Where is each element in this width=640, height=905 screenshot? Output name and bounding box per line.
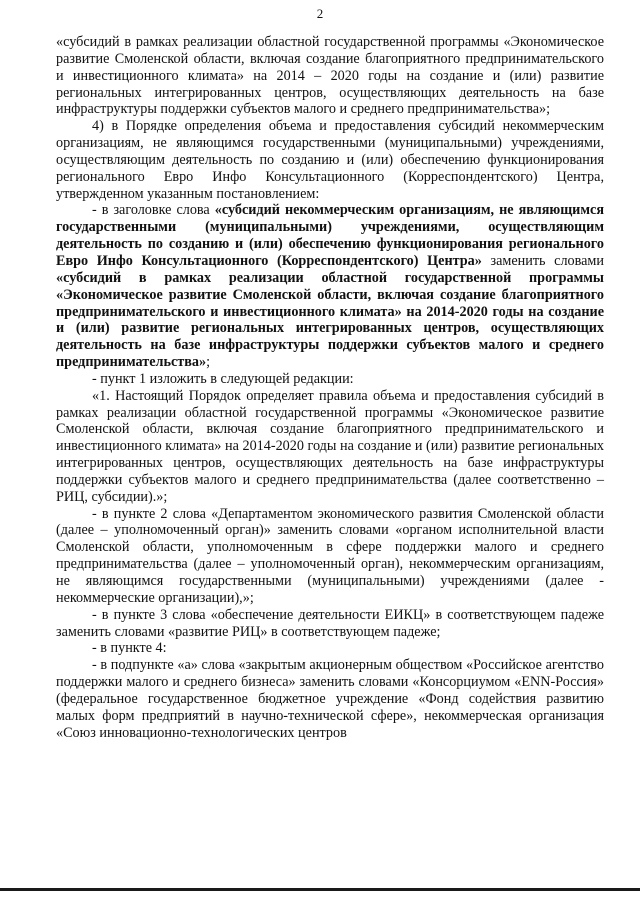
amendment-lead: - в заголовке слова [92, 202, 215, 219]
paragraph: «1. Настоящий Порядок определяет правила объема и предоставления субсидий в рамках реализации областной государственной программы «Экономическое развитие Смоленской области, включая создание благоприятного предпринимательского и инвестиционного климата» на 2014-2020 годы на создание и (или) развитие региональных интегрированных центров, осуществляющих деятельность на базе инфраструктуры поддержки субъектов малого и среднего предпринимательства (далее соответственно – РИЦ, субсидии).»; [56, 387, 604, 505]
paragraph: - в пункте 3 слова «обеспечение деятельности ЕИКЦ» в соответствующем падеже заменить словами «развитие РИЦ» в соответствующем падеже; [56, 606, 604, 640]
paragraph: - в подпункте «а» слова «закрытым акционерным обществом «Российское агентство поддержки малого и среднего бизнеса» заменить словами «Консорциумом «ENN-Россия» (федеральное государственное бюджетное учреждение «Фонд содействия развитию малых форм предприятий в научно-технической сфере», некоммерческая организация «Союз инновационно-технологических центров [56, 657, 604, 741]
paragraph: - пункт 1 изложить в следующей редакции: [92, 370, 354, 387]
paragraph-amendment-title [56, 202, 604, 370]
page-number: 2 [316, 6, 324, 21]
amendment-tail: ; [206, 354, 211, 371]
amendment-mid: заменить словами [481, 252, 604, 269]
amendment-new-text: «субсидий в рамках реализации областной государственной программы «Экономическое развитие Смоленской области, включая создание благоприятного предпринимательского и инвестиционного климата» на 2014-2020 годы на создание и (или) развитие региональных интегрированных центров, осуществляющих деятельность на базе инфраструктуры поддержки субъектов малого и среднего предпринимательства» [56, 269, 604, 371]
page-bottom-rule [0, 888, 640, 891]
paragraph: - в пункте 2 слова «Департаментом экономического развития Смоленской области (далее – уполномоченный орган)» заменить словами «органом исполнительной власти Смоленской области, уполномоченным в сфере поддержки малого и среднего предпринимательства (далее – уполномоченный орган), некоммерческим организациям, не являющимся государственными (муниципальными) учреждениями (далее - некоммерческие организации),»; [56, 505, 604, 606]
paragraph: - в пункте 4: [92, 640, 167, 657]
paragraph: «субсидий в рамках реализации областной государственной программы «Экономическое развитие Смоленской области, включая создание благоприятного предпринимательского и инвестиционного климата» на 2014 – 2020 годы на создание и (или) развитие региональных интегрированных центров, осуществляющих деятельность на базе инфраструктуры поддержки субъектов малого и среднего предпринимательства»; [56, 34, 604, 118]
paragraph: 4) в Порядке определения объема и предоставления субсидий некоммерческим организациям, не являющимся государственными (муниципальными) учреждениями, осуществляющим деятельность по созданию и (или) обеспечению функционирования регионального Евро Инфо Консультационного (Корреспондентского) Центра, утвержденном указанным постановлением: [56, 118, 604, 202]
document-body [56, 34, 604, 741]
amendment-old-text: «субсидий некоммерческим организациям, не являющимся государственными (муниципальными) учреждениями, осуществляющим деятельность по созданию и (или) обеспечению функционирования регионального Евро Инфо Консультационного (Корреспондентского) Центра» [56, 202, 604, 269]
